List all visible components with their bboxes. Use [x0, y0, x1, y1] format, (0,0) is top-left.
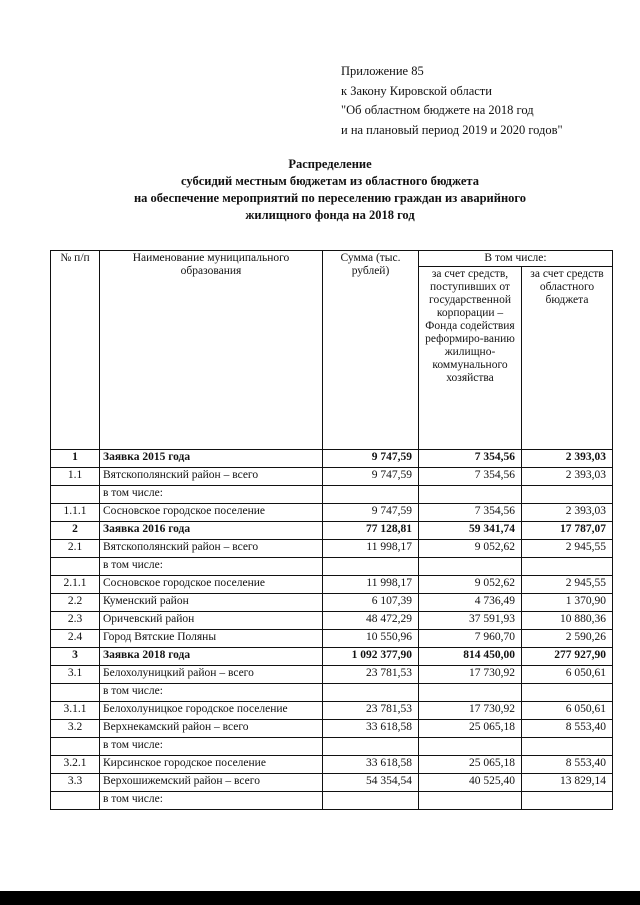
row-fund: 4 736,49 [419, 594, 522, 612]
row-fund [419, 558, 522, 576]
row-fund: 9 052,62 [419, 540, 522, 558]
row-num: 3.1.1 [51, 702, 100, 720]
title-line: жилищного фонда на 2018 год [245, 208, 415, 222]
table-row [51, 612, 613, 630]
row-fund: 7 354,56 [419, 450, 522, 468]
header-name: Наименование муниципального образования [100, 251, 323, 450]
row-fund: 7 354,56 [419, 504, 522, 522]
row-name: в том числе: [100, 684, 323, 702]
row-fund: 814 450,00 [419, 648, 522, 666]
row-sum: 6 107,39 [323, 594, 419, 612]
row-sum: 77 128,81 [323, 522, 419, 540]
row-sum: 48 472,29 [323, 612, 419, 630]
row-sum: 9 747,59 [323, 450, 419, 468]
row-name: Сосновское городское поселение [100, 504, 323, 522]
row-num: 2.3 [51, 612, 100, 630]
row-fund: 40 525,40 [419, 774, 522, 792]
row-fund: 59 341,74 [419, 522, 522, 540]
row-name: в том числе: [100, 558, 323, 576]
row-regional: 1 370,90 [522, 594, 613, 612]
row-name: Белохолуницкий район – всего [100, 666, 323, 684]
row-num: 2.2 [51, 594, 100, 612]
table-row [51, 540, 613, 558]
row-fund [419, 738, 522, 756]
table-row [51, 468, 613, 486]
row-name: Заявка 2015 года [100, 450, 323, 468]
row-regional: 6 050,61 [522, 666, 613, 684]
table-row [51, 684, 613, 702]
row-sum: 33 618,58 [323, 756, 419, 774]
scan-bottom-edge [0, 891, 640, 905]
row-num: 1.1.1 [51, 504, 100, 522]
row-regional: 10 880,36 [522, 612, 613, 630]
row-num [51, 558, 100, 576]
row-regional: 2 945,55 [522, 540, 613, 558]
row-name: в том числе: [100, 486, 323, 504]
row-num: 3.2.1 [51, 756, 100, 774]
row-regional: 2 393,03 [522, 504, 613, 522]
row-regional: 13 829,14 [522, 774, 613, 792]
row-sum [323, 486, 419, 504]
row-name: Заявка 2018 года [100, 648, 323, 666]
table-row [51, 720, 613, 738]
row-name: Верхнекамский район – всего [100, 720, 323, 738]
header-num: № п/п [51, 251, 100, 450]
row-regional [522, 684, 613, 702]
row-fund: 17 730,92 [419, 666, 522, 684]
row-name: Сосновское городское поселение [100, 576, 323, 594]
row-sum: 23 781,53 [323, 666, 419, 684]
row-sum: 54 354,54 [323, 774, 419, 792]
row-num: 1 [51, 450, 100, 468]
table-row [51, 630, 613, 648]
row-num: 1.1 [51, 468, 100, 486]
row-fund [419, 684, 522, 702]
row-sum [323, 738, 419, 756]
row-fund: 9 052,62 [419, 576, 522, 594]
appendix-line: Приложение 85 [341, 64, 424, 78]
row-sum: 23 781,53 [323, 702, 419, 720]
appendix-line: к Закону Кировской области [341, 83, 492, 98]
row-num [51, 486, 100, 504]
row-fund: 7 960,70 [419, 630, 522, 648]
row-fund: 25 065,18 [419, 720, 522, 738]
row-fund: 37 591,93 [419, 612, 522, 630]
row-sum [323, 558, 419, 576]
row-sum: 1 092 377,90 [323, 648, 419, 666]
row-num: 2.4 [51, 630, 100, 648]
row-fund: 7 354,56 [419, 468, 522, 486]
table-row [51, 522, 613, 540]
row-fund [419, 486, 522, 504]
row-num [51, 792, 100, 810]
row-name: Куменский район [100, 594, 323, 612]
row-regional: 8 553,40 [522, 720, 613, 738]
appendix-line: и на плановый период 2019 и 2020 годов" [341, 122, 563, 137]
table-row [51, 558, 613, 576]
row-regional: 2 945,55 [522, 576, 613, 594]
row-sum [323, 792, 419, 810]
row-regional [522, 738, 613, 756]
table-row [51, 738, 613, 756]
row-sum: 11 998,17 [323, 540, 419, 558]
table-row [51, 576, 613, 594]
row-num [51, 738, 100, 756]
row-num: 3.2 [51, 720, 100, 738]
row-name: Белохолуницкое городское поселение [100, 702, 323, 720]
row-sum: 9 747,59 [323, 468, 419, 486]
header-sum: Сумма (тыс. рублей) [323, 251, 419, 450]
row-name: Город Вятские Поляны [100, 630, 323, 648]
row-regional [522, 486, 613, 504]
row-name: в том числе: [100, 792, 323, 810]
header-including: В том числе: [419, 251, 613, 267]
header-fund: за счет средств, поступивших от государственной корпорации – Фонда содействия реформиро-ванию жилищно-коммунального хозяйства [419, 267, 522, 450]
table-row [51, 504, 613, 522]
appendix-line: "Об областном бюджете на 2018 год [341, 103, 534, 117]
row-name: Заявка 2016 года [100, 522, 323, 540]
row-sum: 9 747,59 [323, 504, 419, 522]
row-fund: 17 730,92 [419, 702, 522, 720]
row-regional: 2 393,03 [522, 450, 613, 468]
row-regional: 2 393,03 [522, 468, 613, 486]
table-row [51, 666, 613, 684]
document-title [50, 156, 610, 224]
row-num: 3.3 [51, 774, 100, 792]
title-line: на обеспечение мероприятий по переселению граждан из аварийного [133, 191, 527, 205]
table-row [51, 486, 613, 504]
row-num: 3.1 [51, 666, 100, 684]
table-row [51, 756, 613, 774]
row-name: Кирсинское городское поселение [100, 756, 323, 774]
header-regional: за счет средств областного бюджета [522, 267, 613, 450]
table-row [51, 774, 613, 792]
row-num: 2 [51, 522, 100, 540]
row-sum: 10 550,96 [323, 630, 419, 648]
table-row [51, 792, 613, 810]
row-name: Вятскополянский район – всего [100, 540, 323, 558]
row-sum [323, 684, 419, 702]
row-name: в том числе: [100, 738, 323, 756]
row-regional: 6 050,61 [522, 702, 613, 720]
row-fund: 25 065,18 [419, 756, 522, 774]
row-name: Верхошижемский район – всего [100, 774, 323, 792]
appendix-header [341, 62, 563, 140]
row-name: Оричевский район [100, 612, 323, 630]
row-num: 3 [51, 648, 100, 666]
row-regional: 2 590,26 [522, 630, 613, 648]
table-row [51, 594, 613, 612]
title-line: Распределение [288, 157, 372, 171]
row-regional: 8 553,40 [522, 756, 613, 774]
row-num: 2.1.1 [51, 576, 100, 594]
row-regional: 277 927,90 [522, 648, 613, 666]
row-sum: 33 618,58 [323, 720, 419, 738]
row-regional [522, 558, 613, 576]
row-fund [419, 792, 522, 810]
row-sum: 11 998,17 [323, 576, 419, 594]
subsidy-table [50, 250, 613, 810]
row-num [51, 684, 100, 702]
title-line: субсидий местным бюджетам из областного бюджета [181, 174, 479, 188]
row-num: 2.1 [51, 540, 100, 558]
row-regional: 17 787,07 [522, 522, 613, 540]
row-regional [522, 792, 613, 810]
row-name: Вятскополянский район – всего [100, 468, 323, 486]
table-header-row [51, 251, 613, 267]
table-row [51, 450, 613, 468]
table-row [51, 648, 613, 666]
table-row [51, 702, 613, 720]
